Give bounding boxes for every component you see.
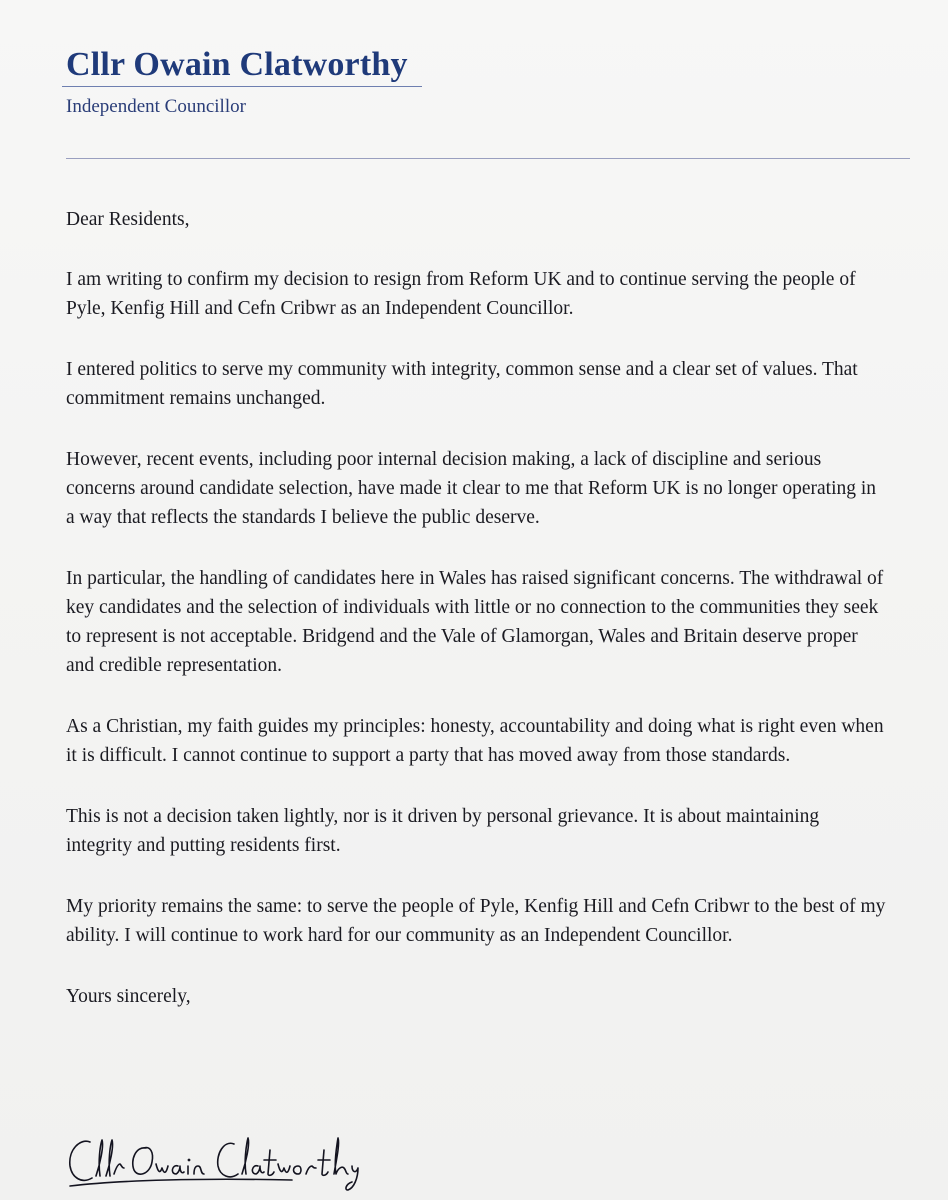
paragraph-2: I entered politics to serve my community with integrity, common sense and a clear set of values. That commitment remains unchanged. — [66, 359, 858, 409]
letterhead-name: Cllr Owain Clatworthy — [66, 46, 408, 83]
paragraph-6: This is not a decision taken lightly, nor is it driven by personal grievance. It is about maintaining integrity and putting residents first. — [66, 806, 820, 856]
handwritten-signature — [62, 1128, 362, 1194]
header-divider — [66, 158, 910, 159]
closing: Yours sincerely, — [66, 986, 191, 1007]
letter-body — [66, 205, 886, 1011]
paragraph-5: As a Christian, my faith guides my principles: honesty, accountability and doing what is right even when it is difficult. I cannot continue to support a party that has moved away from those standards. — [66, 716, 884, 766]
paragraph-1: I am writing to confirm my decision to resign from Reform UK and to continue serving the people of Pyle, Kenfig Hill and Cefn Cribwr as an Independent Councillor. — [66, 269, 856, 319]
name-underline — [62, 86, 422, 87]
paragraph-3: However, recent events, including poor internal decision making, a lack of discipline and serious concerns around candidate selection, have made it clear to me that Reform UK is no longer operating in a way that reflects the standards I believe the public deserve. — [66, 449, 877, 528]
letterhead-title: Independent Councillor — [66, 96, 246, 117]
paragraph-7: My priority remains the same: to serve the people of Pyle, Kenfig Hill and Cefn Cribwr to the best of my ability. I will continue to work hard for our community as an Independent Councillor. — [66, 896, 886, 946]
salutation: Dear Residents, — [66, 209, 190, 230]
paragraph-4: In particular, the handling of candidates here in Wales has raised significant concerns. The withdrawal of key candidates and the selection of individuals with little or no connection to the communities they seek to represent is not acceptable. Bridgend and the Vale of Glamorgan, Wales and Britain deserve proper and credible representation. — [66, 568, 884, 676]
